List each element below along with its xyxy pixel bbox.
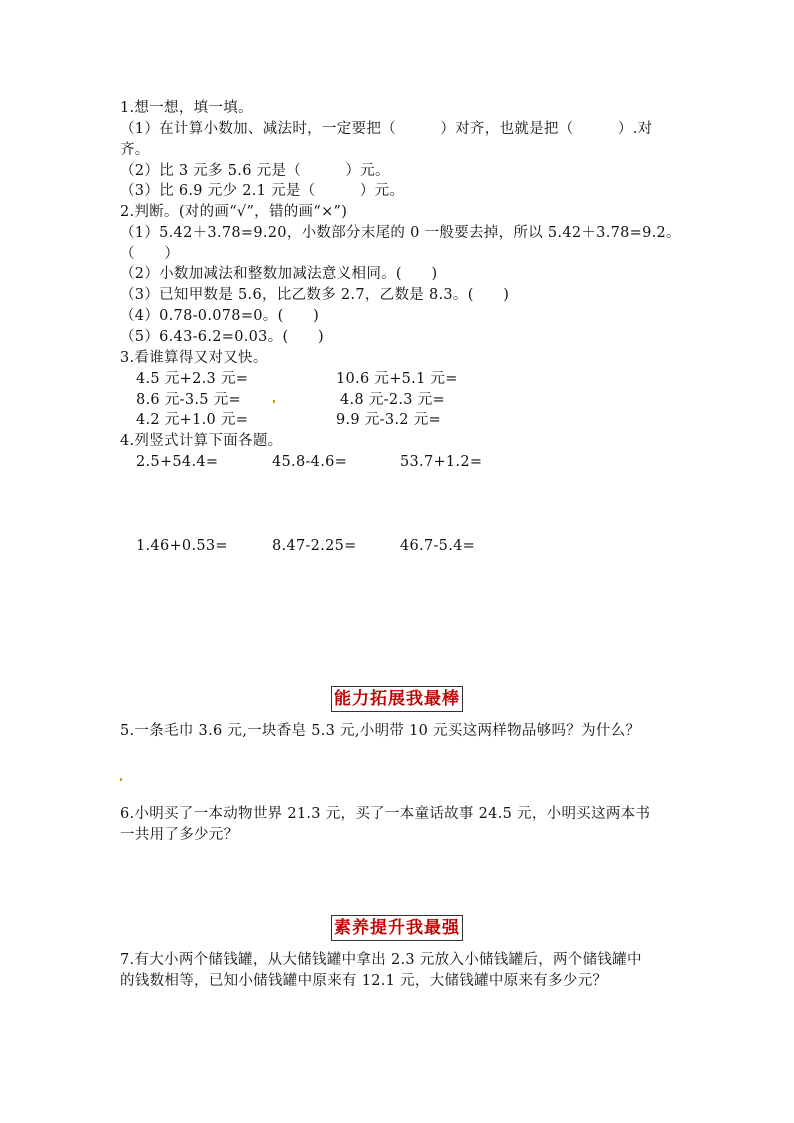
q2-title: 2.判断。(对的画“√”，错的画“×”) (120, 204, 348, 220)
q4-expr-2-3: 46.7-5.4= (400, 538, 476, 554)
q1-line2: （2）比 3 元多 5.6 元是（ ）元。 (120, 163, 390, 179)
q3-expr-2-1: 8.6 元-3.5 元= (136, 392, 241, 408)
q3-expr-1-1: 4.5 元+2.3 元= (136, 371, 249, 387)
section-title-literacy: 素养提升我最强 (331, 915, 463, 941)
q1-line1-wrap: 齐。 (120, 142, 150, 158)
q4-expr-2-1: 1.46+0.53= (136, 538, 228, 554)
q7-line2: 的钱数相等，已知小储钱罐中原来有 12.1 元，大储钱罐中原来有多少元？ (120, 973, 608, 989)
q4-title: 4.列竖式计算下面各题。 (120, 433, 283, 449)
q2-item4: （4）0.78-0.078=0。( ) (120, 308, 320, 324)
section-title-ability: 能力拓展我最棒 (331, 686, 463, 712)
q3-expr-3-2: 9.9 元-3.2 元= (336, 412, 441, 428)
q1-line1: （1）在计算小数加、减法时，一定要把（ ）对齐，也就是把（ ）.对 (120, 121, 653, 137)
q7-line1: 7.有大小两个储钱罐，从大储钱罐中拿出 2.3 元放入小储钱罐后，两个储钱罐中 (120, 952, 642, 968)
q6-line2: 一共用了多少元？ (120, 827, 239, 843)
q1-title: 1.想一想，填一填。 (120, 100, 253, 116)
q2-item1: （1）5.42＋3.78=9.20，小数部分末尾的 0 一般要去掉，所以 5.42＋3.78=9.2。 (120, 225, 681, 241)
q3-expr-2-2: 4.8 元-2.3 元= (340, 392, 445, 408)
q3-title: 3.看谁算得又对又快。 (120, 350, 268, 366)
q2-item2: （2）小数加减法和整数加减法意义相同。( ) (120, 266, 438, 282)
q4-expr-1-2: 45.8-4.6= (272, 454, 348, 470)
q4-expr-1-3: 53.7+1.2= (400, 454, 483, 470)
q2-item3: （3）已知甲数是 5.6，比乙数多 2.7，乙数是 8.3。( ) (120, 287, 510, 303)
q2-item5: （5）6.43-6.2=0.03。( ) (120, 329, 325, 345)
q5-text: 5.一条毛巾 3.6 元,一块香皂 5.3 元,小明带 10 元买这两样物品够吗？为什么？ (120, 723, 641, 739)
q6-line1: 6.小明买了一本动物世界 21.3 元，买了一本童话故事 24.5 元，小明买这两本书 (120, 806, 651, 822)
q4-expr-2-2: 8.47-2.25= (272, 538, 357, 554)
q3-expr-3-1: 4.2 元+1.0 元= (136, 412, 249, 428)
speck-mark (120, 778, 122, 781)
q4-expr-1-1: 2.5+54.4= (136, 454, 219, 470)
q1-line3: （3）比 6.9 元少 2.1 元是（ ）元。 (120, 183, 405, 199)
q2-item1-paren: （ ） (120, 246, 180, 262)
speck-mark (273, 400, 275, 403)
q3-expr-1-2: 10.6 元+5.1 元= (336, 371, 458, 387)
